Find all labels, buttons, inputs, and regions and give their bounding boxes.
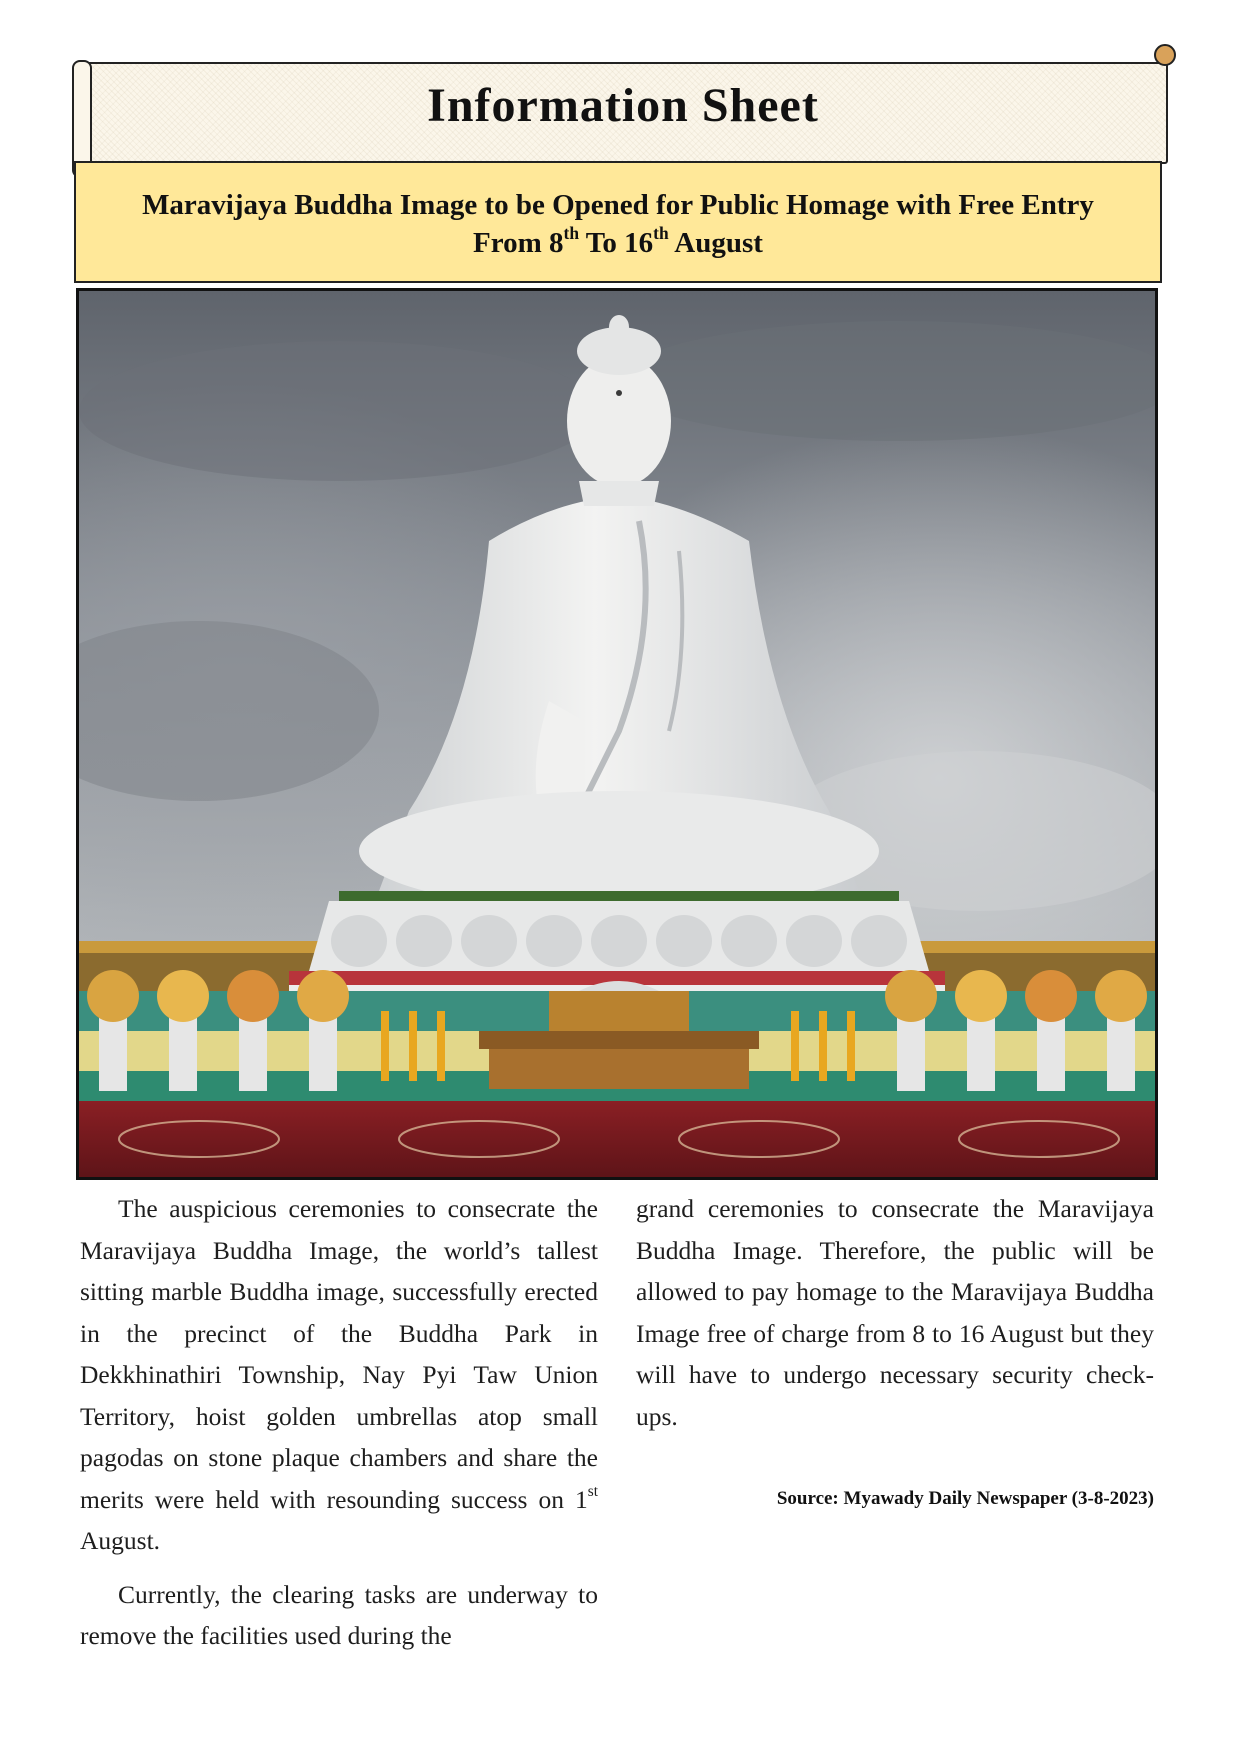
scroll-curl-right xyxy=(1154,44,1176,66)
article-paragraph-2: Currently, the clearing tasks are underway to remove the facilities used during the xyxy=(80,1579,598,1650)
headline-box xyxy=(74,161,1162,283)
page-title: Information Sheet xyxy=(427,79,819,132)
headline-month: August xyxy=(668,227,763,259)
headline-sup-1: th xyxy=(563,222,579,243)
article-column-right xyxy=(636,1188,1154,1437)
headline-sup-2: th xyxy=(653,222,669,243)
article-paragraph-1 xyxy=(80,1188,598,1562)
buddha-statue-photo xyxy=(76,288,1158,1180)
paragraph-1-sup: st xyxy=(587,1482,598,1500)
headline-from: From 8 xyxy=(473,227,564,259)
paragraph-1-text: The auspicious ceremonies to consecrate the Maravijaya Buddha Image, the world’s tallest sitting marble Buddha image, successfully erected in the precinct of the Buddha Park in Dekkhinathiri Township, Nay Pyi Taw Union Territory, hoist golden umbrellas atop small pagodas on stone plaque chambers and share the merits were held with resounding success on 1 xyxy=(80,1194,598,1514)
headline-line-1: Maravijaya Buddha Image to be Opened for Public Homage with Free Entry xyxy=(142,189,1094,221)
headline-line-2 xyxy=(76,222,1160,260)
source-credit: Source: Myawady Daily Newspaper (3-8-2023) xyxy=(776,1488,1154,1509)
article-paragraph-2-continued: grand ceremonies to consecrate the Maravijaya Buddha Image. Therefore, the public will be allowed to pay homage to the Maravijaya Buddha Image free of charge from 8 to 16 August but they will have to undergo necessary security check-ups. xyxy=(636,1194,1154,1431)
buddha-statue-image xyxy=(79,291,1155,1177)
article-column-left xyxy=(80,1188,598,1657)
headline-to: To 16 xyxy=(579,227,654,259)
paragraph-1-end: August. xyxy=(80,1526,161,1555)
